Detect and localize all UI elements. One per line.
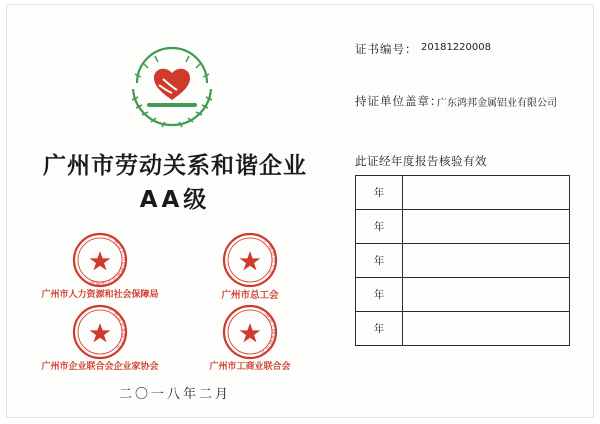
certificate-left-panel bbox=[25, 35, 325, 405]
table-row bbox=[356, 176, 570, 210]
year-cell: 年 bbox=[356, 244, 403, 278]
seal-label: 广州市人力资源和社会保障局 bbox=[41, 290, 159, 300]
seal-item bbox=[25, 303, 175, 372]
annual-verification-table bbox=[355, 175, 570, 346]
handshake-wheat-emblem-icon bbox=[117, 43, 227, 129]
seal-item bbox=[175, 303, 325, 372]
holder-label: 持证单位盖章： bbox=[355, 94, 443, 108]
certificate-right-panel bbox=[355, 41, 575, 335]
seal-item bbox=[25, 231, 175, 300]
year-cell: 年 bbox=[356, 278, 403, 312]
verification-cell[interactable] bbox=[403, 278, 570, 312]
certificate-number-value: 20181220008 bbox=[421, 42, 491, 53]
table-row bbox=[356, 278, 570, 312]
certificate-number-row bbox=[355, 41, 575, 67]
verification-note: 此证经年度报告核验有效 bbox=[355, 154, 487, 168]
year-cell: 年 bbox=[356, 176, 403, 210]
seal-label: 广州市企业联合会企业家协会 bbox=[41, 362, 159, 372]
paper-background bbox=[6, 4, 594, 418]
holder-value: 广东鸿邦金属铝业有限公司 bbox=[437, 98, 557, 109]
verification-cell[interactable] bbox=[403, 244, 570, 278]
svg-text:广州市工商业联合会: 广州市工商业联合会 bbox=[258, 308, 277, 356]
svg-text:广州市人力资源和社会保障局: 广州市人力资源和社会保障局 bbox=[89, 235, 127, 287]
red-round-seal-icon bbox=[221, 231, 279, 289]
verification-cell[interactable] bbox=[403, 312, 570, 346]
red-round-seal-icon bbox=[71, 231, 129, 289]
certificate-number-label: 证书编号： bbox=[355, 42, 418, 56]
page-title: 广州市劳动关系和谐企业 bbox=[43, 153, 307, 179]
seal-item bbox=[175, 231, 325, 301]
table-row bbox=[356, 244, 570, 278]
issue-date: 二〇一八年二月 bbox=[118, 387, 231, 402]
svg-text:广州市企业联合会: 广州市企业联合会 bbox=[107, 307, 127, 351]
svg-text:广州市总工会: 广州市总工会 bbox=[261, 239, 277, 276]
seal-label: 广州市总工会 bbox=[221, 290, 279, 301]
grade-label: AA级 bbox=[139, 187, 211, 213]
verification-cell[interactable] bbox=[403, 210, 570, 244]
year-cell: 年 bbox=[356, 210, 403, 244]
seal-row bbox=[25, 303, 325, 375]
red-round-seal-icon bbox=[221, 303, 279, 361]
table-row bbox=[356, 210, 570, 244]
seal-row bbox=[25, 231, 325, 303]
seal-grid bbox=[25, 231, 325, 375]
year-cell: 年 bbox=[356, 312, 403, 346]
red-round-seal-icon bbox=[71, 303, 129, 361]
holder-row bbox=[355, 93, 575, 119]
verification-cell[interactable] bbox=[403, 176, 570, 210]
table-row bbox=[356, 312, 570, 346]
seal-label: 广州市工商业联合会 bbox=[209, 362, 291, 372]
